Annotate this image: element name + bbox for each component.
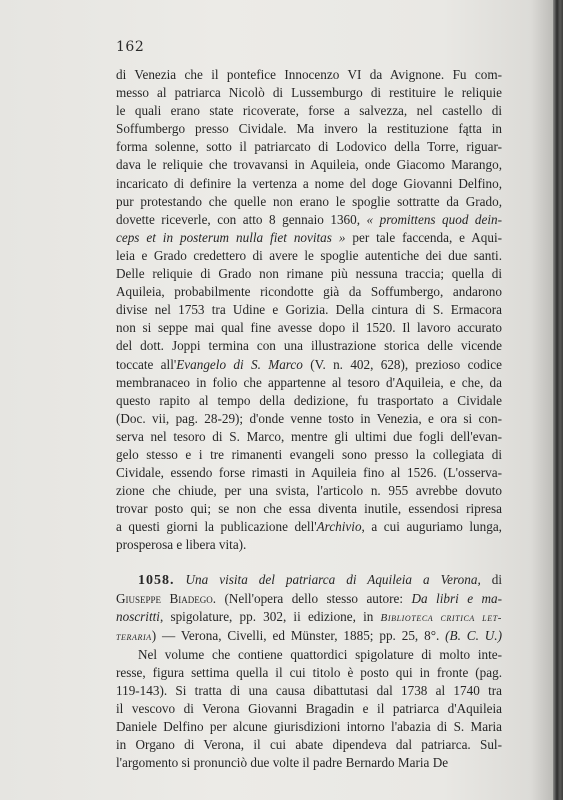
text-line: Delle reliquie di Grado non rimane più nessuna traccia; quella di [116,266,502,282]
text-line: Aquileia, probabilmente ricondotte già da Soffumbergo, andarono [116,284,502,300]
page-edge-shadow [553,0,563,800]
text-segment: , spigolature, pp. 302, ii edizione, in [159,608,374,624]
text-segment: toccate all' [116,356,177,372]
page-number: 162 [116,39,145,55]
text-segment: ) — Verona, Civelli, ed Münster, 1885; pp. 25, 8°. [151,627,440,643]
text-line: pur protestando che quelle non erano le spoglie sottratte da Grado, [116,193,502,209]
text-line: in Organo di Verona, il cui abate dipendeva dal patriarca. Sul- [116,737,502,753]
text-line: leia e Grado credettero di avere le spoglie autentiche dei due santi. [116,247,502,263]
text-line [116,211,502,229]
work-title: Evangelo di S. Marco [176,356,303,372]
text-line [116,356,502,374]
section-gap [116,555,502,571]
text-line: prosperosa e libera vita). [116,537,247,553]
text-line: (Doc. vii, pag. 28-29); d'onde venne tosto in Venezia, e ora si con- [116,410,502,426]
entry-title: Una visita del patriarca di Aquileia a Verona, [185,571,481,587]
text-line: di Venezia che il pontefice Innocenzo VI da Avignone. Fu com- [116,67,502,82]
text-line: non si seppe mai qual fine avesse dopo il 1520. Il lavoro accurato [116,320,502,336]
text-line [116,229,502,247]
work-title: noscritti [116,608,160,624]
text-segment: , a cui auguriamo lunga, [361,519,502,535]
text-line: incaricato di definire la vertenza a nome del doge Giovanni Delfino, [116,175,502,191]
text-line: gelo stesso e i tre rimanenti evangeli sono presso la collegiata di [116,446,502,462]
text-line [116,627,502,646]
reviewer-initials: (B. C. U.) [445,627,502,643]
text-line: forma solenne, sotto il patriarcato di Lodovico della Torre, riguar- [116,139,502,155]
text-segment: a questi giorni la publicazione dell' [116,519,317,535]
text-segment: per tale faccenda, e Aqui- [352,229,502,245]
text-line: 119-143). Si tratta di una causa dibattutasi dal 1738 al 1740 tra [116,683,502,699]
text-line: l'argomento si pronunciò due volte il padre Bernardo Maria De [116,755,449,771]
latin-quote: ceps et in posterum nulla fiet novitas » [116,229,346,245]
text-line: dava le reliquie che trovavansi in Aquileia, onde Giacomo Marango, [116,157,502,173]
latin-quote: « promittens quod dein- [366,211,503,227]
text-line: il vescovo di Verona Giovanni Bragadin e il patriarca d'Aquileia [116,701,502,717]
text-line [116,608,502,627]
text-line: Nel volume che contiene quattordici spigolature di molto inte- [138,646,502,662]
page-body [116,66,502,773]
text-line: membranaceo in folio che appartenne al tesoro d'Aquileia, e che, da [116,374,502,390]
entry-number: 1058. [138,572,175,588]
text-line: Daniele Delfino per alcune giurisdizioni intorno l'abazia di S. Maria [116,719,502,735]
text-line [116,518,502,536]
text-line: trovar posto qui; se non che essa diventa inutile, essendosi ripresa [116,501,502,517]
text-line: messo al patriarca Nicolò di Lussemburgo di restituire le reliquie [116,85,502,101]
text-segment: (V. n. 402, 628), prezioso codice [310,356,502,372]
text-line: le quali erano state ricoverate, forse a salvezza, nel castello di [116,103,502,119]
entry-author: Giuseppe Biadego. [116,590,217,606]
text-line: Cividale, essendo forse rimasti in Aquileia fino al 1526. (L'osserva- [116,465,502,481]
text-line [116,590,502,608]
work-title: Archivio [316,519,362,535]
text-line: divise nel 1753 tra Udine e Gorizia. Della cintura di S. Ermacora [116,302,502,318]
text-segment: di [491,571,503,587]
text-line: questo rapito al tempo della dedizione, fu trasportato a Cividale [116,392,502,408]
work-title: Da libri e ma- [411,590,503,606]
text-segment: (Nell'opera dello stesso autore: [224,590,404,606]
text-line: Soffumbergo presso Cividale. Ma invero la restituzione fątta in [116,121,502,137]
text-line: zione che chiude, per una svista, l'articolo n. 955 avrebbe dovuto [116,483,502,499]
text-line: serva nel tesoro di S. Marco, mentre gli ultimi due fogli dell'evan- [116,428,502,444]
series-title: Biblioteca critica let- [380,611,503,624]
text-line: del dott. Joppi termina con una illustrazione storica delle vicende [116,338,502,354]
entry-heading [116,571,502,590]
text-line: resse, figura settima quella il cui titolo è posto qui in fronte (pag. [116,665,502,680]
text-segment: dovette riceverle, con atto 8 gennaio 1360, [116,211,361,227]
series-title: teraria [116,630,152,643]
